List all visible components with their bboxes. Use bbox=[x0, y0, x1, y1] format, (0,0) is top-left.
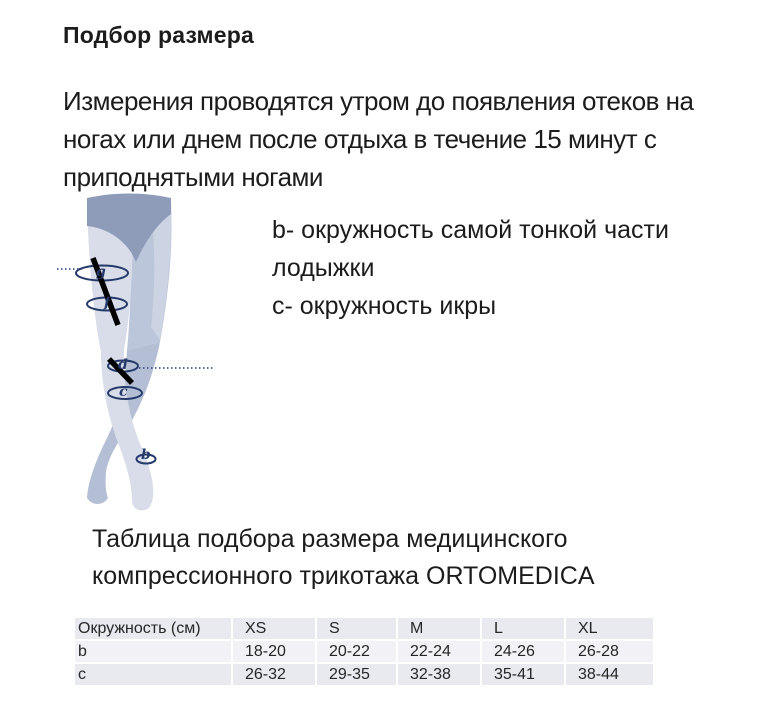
row-c-label: c bbox=[75, 664, 231, 685]
page-title: Подбор размера bbox=[63, 22, 255, 48]
ring-label-d: d bbox=[118, 357, 128, 373]
table-heading: Таблица подбора размера медицинского компрессионного трикотажа ORTOMEDICA bbox=[92, 525, 595, 590]
header-cell-xs: XS bbox=[233, 618, 315, 639]
size-table bbox=[75, 618, 653, 685]
row-c-xl: 38-44 bbox=[566, 664, 653, 685]
header-cell-circumference: Окружность (см) bbox=[75, 618, 231, 639]
ring-label-c: c bbox=[119, 384, 128, 400]
note-c: c- окружность икры bbox=[272, 292, 497, 320]
row-c-l: 35-41 bbox=[482, 664, 564, 685]
intro-paragraph bbox=[63, 82, 694, 196]
row-c-s: 29-35 bbox=[317, 664, 396, 685]
row-c-xs: 26-32 bbox=[233, 664, 315, 685]
ring-label-b: b bbox=[141, 447, 151, 463]
header-cell-m: M bbox=[398, 618, 480, 639]
header-cell-s: S bbox=[317, 618, 396, 639]
header-cell-l: L bbox=[482, 618, 564, 639]
row-b-m: 22-24 bbox=[398, 641, 480, 662]
measurement-notes bbox=[272, 211, 702, 325]
header-cell-xl: XL bbox=[566, 618, 653, 639]
ring-label-f: f bbox=[104, 295, 111, 311]
row-b-s: 20-22 bbox=[317, 641, 396, 662]
row-c-m: 32-38 bbox=[398, 664, 480, 685]
note-b: b- окружность самой тонкой части лодыжки bbox=[272, 216, 669, 282]
legs-measurement-diagram bbox=[55, 192, 235, 522]
intro-line: Измерения проводятся утром до появления отеков на bbox=[63, 86, 694, 116]
row-b-l: 24-26 bbox=[482, 641, 564, 662]
ring-label-g: g bbox=[96, 264, 106, 280]
row-b-xs: 18-20 bbox=[233, 641, 315, 662]
intro-line: приподнятыми ногами bbox=[63, 162, 323, 192]
row-b-xl: 26-28 bbox=[566, 641, 653, 662]
intro-line: ногах или днем после отдыха в течение 15 минут с bbox=[63, 124, 657, 154]
row-b-label: b bbox=[75, 641, 231, 662]
